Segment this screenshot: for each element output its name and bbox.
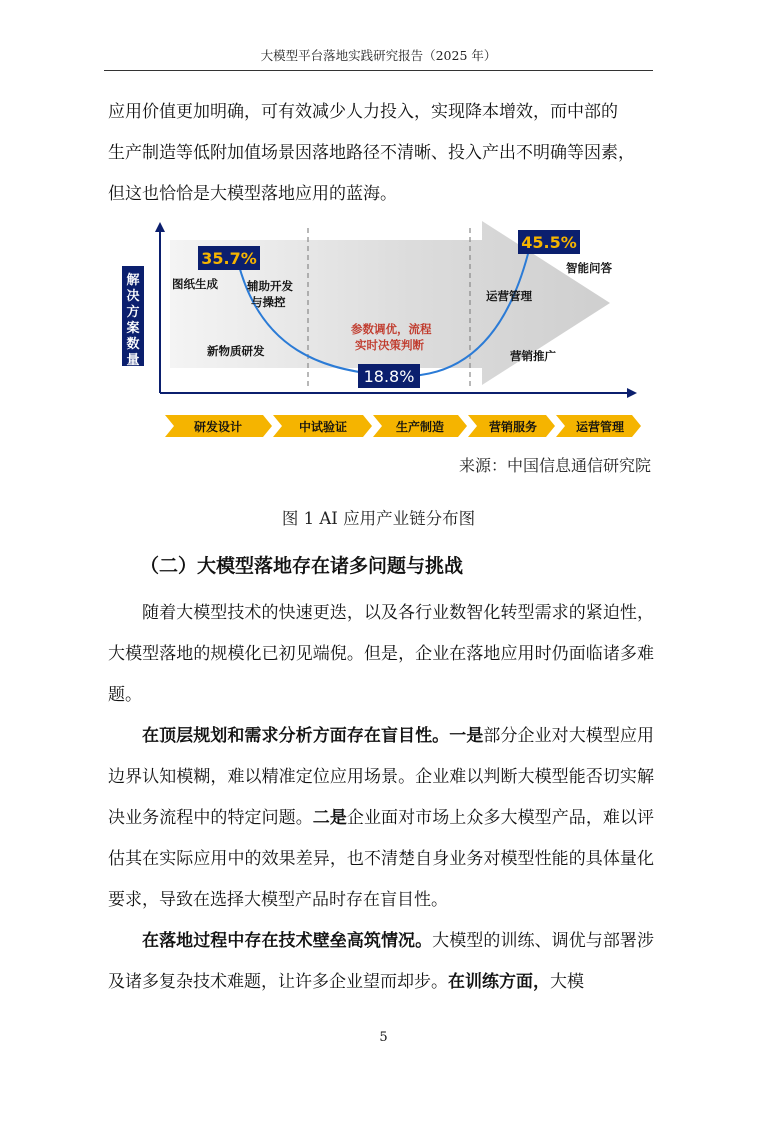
label-drawing: 图纸生成 [172, 277, 218, 291]
stage-label-4: 营销服务 [488, 420, 538, 434]
label-marketing: 营销推广 [510, 349, 556, 363]
x-axis-arrowhead [627, 388, 637, 398]
middle-value: 18.8% [363, 367, 415, 386]
intro-line-2: 生产制造等低附加值场景因落地路径不清晰、投入产出不明确等因素， [108, 143, 635, 163]
ai-value-chain-figure [110, 218, 650, 442]
paragraph-3-lead-2: 在训练方面， [448, 972, 550, 992]
y-axis-label-char-6: 量 [126, 353, 140, 368]
label-ops: 运营管理 [486, 289, 532, 303]
point-2-lead: 二是 [312, 808, 347, 828]
point-2-text: 企业面对市场上众多大模型产品，难以评估其在实际应用中的效果差异，也不清楚自身业务对模型性能的具体量化要求，导致在选择大模型产品时存在盲目性。 [108, 808, 655, 910]
page-header: 大模型平台落地实践研究报告（2025 年） [260, 48, 497, 63]
paragraph-3-lead: 在落地过程中存在技术壁垒高筑情况。 [142, 931, 433, 951]
intro-paragraph [108, 92, 654, 215]
y-axis-label-char-2: 决 [126, 289, 140, 304]
left-value: 35.7% [201, 249, 257, 268]
y-axis-label-char-5: 数 [126, 337, 140, 352]
intro-line-3: 但这也恰恰是大模型落地应用的蓝海。 [108, 184, 397, 204]
intro-line-1: 应用价值更加明确，可有效减少人力投入，实现降本增效，而中部的 [108, 102, 618, 122]
header-rule [104, 70, 653, 71]
paragraph-3-text: 大模型的训练、调优与部署涉及诸多复杂技术难题，让许多企业望而却步。 [108, 931, 654, 992]
point-1-lead: 一是 [449, 726, 484, 746]
stage-label-1: 研发设计 [193, 420, 243, 434]
point-1-text: 部分企业对大模型应用边界认知模糊，难以精准定位应用场景。企业难以判断大模型能否切实解决业务流程中的特定问题。 [108, 726, 655, 828]
label-tuning-1: 参数调优，流程 [351, 322, 432, 336]
y-axis-arrowhead [155, 222, 165, 232]
section-title: （二）大模型落地存在诸多问题与挑战 [140, 555, 464, 577]
y-axis-label-char-1: 解 [126, 273, 140, 288]
right-value: 45.5% [521, 233, 577, 252]
label-assist-1: 辅助开发 [247, 279, 293, 293]
figure-caption: 图 1 AI 应用产业链分布图 [281, 509, 476, 528]
stage-label-2: 中试验证 [298, 420, 348, 434]
paragraph-3-text-2: 大模 [550, 972, 584, 992]
stage-label-5: 运营管理 [575, 420, 625, 434]
figure-source: 来源：中国信息通信研究院 [458, 456, 651, 475]
y-axis-label-char-3: 方 [126, 305, 140, 320]
paragraph-3 [108, 921, 654, 1003]
label-qa: 智能问答 [566, 261, 612, 275]
stage-label-3: 生产制造 [395, 420, 445, 434]
paragraph-2-lead: 在顶层规划和需求分析方面存在盲目性。 [142, 726, 450, 746]
paragraph-2 [108, 716, 654, 921]
y-axis-label-char-4: 案 [126, 321, 140, 336]
label-material: 新物质研发 [207, 344, 265, 358]
page-number: 5 [379, 1030, 388, 1045]
label-assist-2: 与操控 [251, 295, 286, 309]
paragraph-1: 随着大模型技术的快速更迭，以及各行业数智化转型需求的紧迫性，大模型落地的规模化已初见端倪。但是，企业在落地应用时仍面临诸多难题。 [108, 603, 654, 705]
label-tuning-2: 实时决策判断 [355, 338, 424, 352]
